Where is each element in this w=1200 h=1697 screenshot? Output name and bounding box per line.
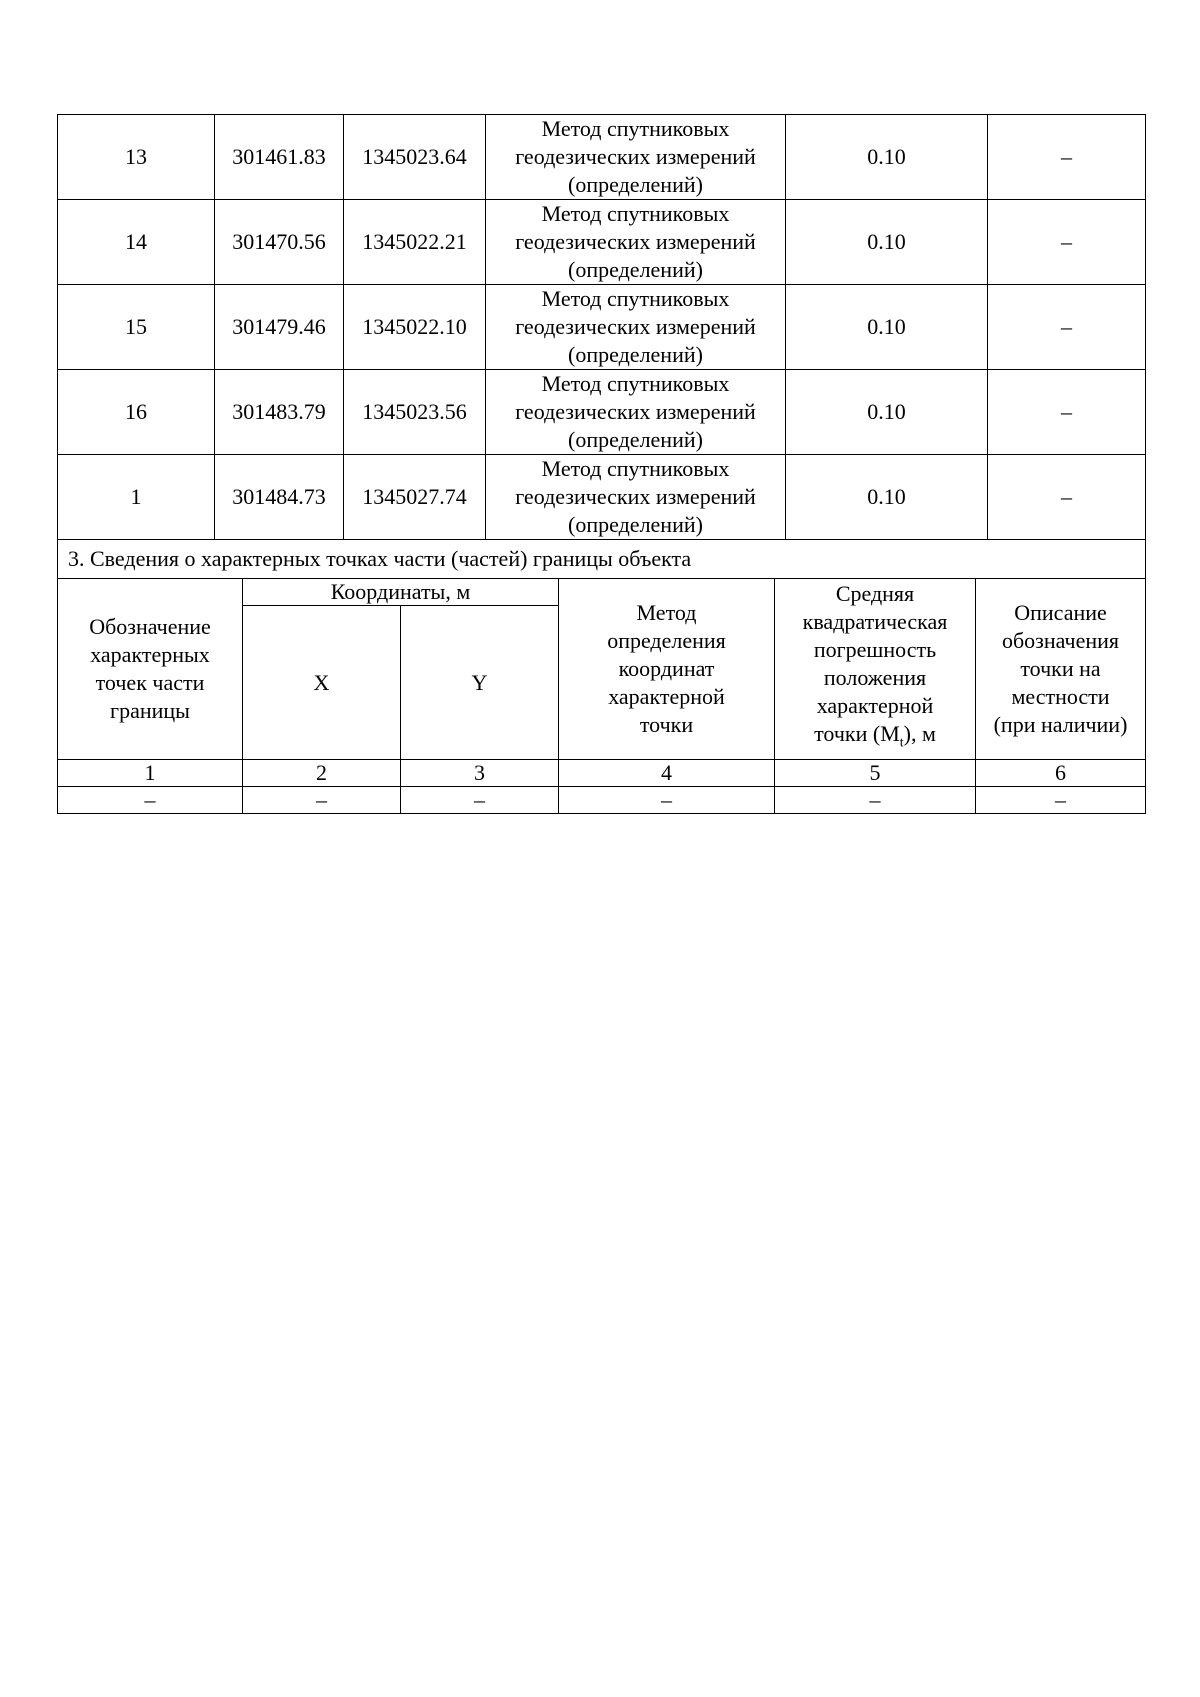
empty-cell: –: [976, 787, 1146, 814]
accuracy-header-line: [775, 720, 975, 757]
method-line: (определений): [568, 342, 703, 367]
description-cell: –: [988, 370, 1146, 455]
accuracy-header-line: Средняя: [835, 581, 915, 607]
accuracy-header: [775, 579, 976, 760]
point-number-cell: 15: [58, 285, 215, 370]
accuracy-cell: 0.10: [786, 370, 988, 455]
accuracy-prefix: точки (M: [814, 721, 900, 747]
point-number-cell: 1: [58, 455, 215, 540]
method-header: [559, 579, 775, 760]
description-header-line: обозначения: [1001, 628, 1120, 653]
coordinates-header: Координаты, м: [243, 579, 559, 606]
empty-cell: –: [243, 787, 401, 814]
method-line: геодезических измерений: [515, 229, 756, 254]
point-number-cell: 14: [58, 200, 215, 285]
accuracy-suffix: ), м: [903, 721, 936, 747]
accuracy-subscript: t: [899, 735, 904, 751]
table-row: [58, 370, 1146, 455]
designation-header-line: характерных: [90, 642, 210, 667]
method-line: геодезических измерений: [515, 144, 756, 169]
method-cell: [486, 370, 786, 455]
x-coordinate-cell: 301461.83: [215, 115, 344, 200]
method-line: Метод спутниковых: [541, 286, 730, 311]
description-header: [976, 579, 1146, 760]
accuracy-cell: 0.10: [786, 455, 988, 540]
method-header-line: характерной: [608, 684, 725, 709]
y-coordinate-cell: 1345023.56: [344, 370, 486, 455]
description-header-line: местности: [1011, 684, 1110, 709]
empty-cell: –: [775, 787, 976, 814]
accuracy-header-line: погрешность: [813, 637, 937, 663]
method-header-line: точки: [639, 712, 694, 737]
document-page: [57, 114, 1145, 814]
designation-header-line: Обозначение: [89, 614, 211, 639]
description-cell: –: [988, 200, 1146, 285]
method-line: (определений): [568, 512, 703, 537]
method-cell: [486, 115, 786, 200]
empty-cell: –: [58, 787, 243, 814]
description-cell: –: [988, 115, 1146, 200]
method-line: геодезических измерений: [515, 484, 756, 509]
y-header: Y: [401, 606, 559, 760]
point-number-cell: 16: [58, 370, 215, 455]
empty-data-row: [58, 787, 1146, 814]
method-line: геодезических измерений: [515, 314, 756, 339]
accuracy-cell: 0.10: [786, 200, 988, 285]
designation-header-line: границы: [110, 698, 190, 723]
description-cell: –: [988, 455, 1146, 540]
x-coordinate-cell: 301484.73: [215, 455, 344, 540]
column-number: 4: [559, 760, 775, 787]
column-number: 1: [58, 760, 243, 787]
section3-table: [57, 540, 1146, 814]
method-line: (определений): [568, 172, 703, 197]
table-row: [58, 285, 1146, 370]
method-line: Метод спутниковых: [541, 116, 730, 141]
method-line: Метод спутниковых: [541, 201, 730, 226]
accuracy-header-line: положения: [823, 665, 927, 691]
method-cell: [486, 285, 786, 370]
method-line: (определений): [568, 257, 703, 282]
section3-title: 3. Сведения о характерных точках части (частей) границы объекта: [58, 540, 1146, 579]
description-header-line: Описание: [1014, 600, 1107, 625]
empty-cell: –: [401, 787, 559, 814]
method-header-line: определения: [607, 628, 726, 653]
method-header-line: Метод: [636, 600, 697, 625]
x-header: X: [243, 606, 401, 760]
table-row: [58, 200, 1146, 285]
y-coordinate-cell: 1345022.10: [344, 285, 486, 370]
accuracy-cell: 0.10: [786, 115, 988, 200]
column-numbers-row: [58, 760, 1146, 787]
empty-cell: –: [559, 787, 775, 814]
method-cell: [486, 200, 786, 285]
x-coordinate-cell: 301479.46: [215, 285, 344, 370]
column-number: 5: [775, 760, 976, 787]
method-line: геодезических измерений: [515, 399, 756, 424]
method-cell: [486, 455, 786, 540]
column-number: 6: [976, 760, 1146, 787]
x-coordinate-cell: 301470.56: [215, 200, 344, 285]
column-number: 2: [243, 760, 401, 787]
y-coordinate-cell: 1345023.64: [344, 115, 486, 200]
designation-header-line: точек части: [95, 670, 205, 695]
table-row: [58, 455, 1146, 540]
x-coordinate-cell: 301483.79: [215, 370, 344, 455]
column-number: 3: [401, 760, 559, 787]
designation-header: [58, 579, 243, 760]
description-header-line: (при наличии): [993, 712, 1128, 737]
points-table: [57, 114, 1146, 540]
table-row: [58, 115, 1146, 200]
y-coordinate-cell: 1345022.21: [344, 200, 486, 285]
accuracy-header-line: квадратическая: [802, 609, 948, 635]
point-number-cell: 13: [58, 115, 215, 200]
method-line: Метод спутниковых: [541, 371, 730, 396]
y-coordinate-cell: 1345027.74: [344, 455, 486, 540]
description-header-line: точки на: [1020, 656, 1101, 681]
method-header-line: координат: [618, 656, 715, 681]
method-line: (определений): [568, 427, 703, 452]
accuracy-header-line: характерной: [816, 693, 934, 719]
accuracy-cell: 0.10: [786, 285, 988, 370]
description-cell: –: [988, 285, 1146, 370]
method-line: Метод спутниковых: [541, 456, 730, 481]
